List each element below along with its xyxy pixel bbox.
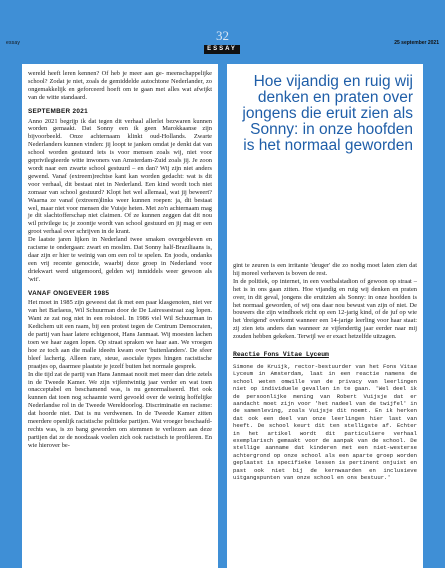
left-page (22, 64, 218, 568)
right-column (233, 262, 417, 481)
section-label-left: essay (6, 40, 21, 46)
paragraph: gint te zeuren is een irritante 'deuger' die zo nodig moet laten zien dat hij moreel verheven is boven de rest. (233, 262, 417, 277)
subhead-1985: VANAF ONGEVEER 1985 (28, 289, 110, 297)
section-tag: ESSAY (204, 45, 240, 54)
reaction-title: Reactie Fons Vitae Lyceum (233, 351, 329, 359)
paragraph: Het moet in 1985 zijn geweest dat ik met een paar klasgenoten, niet ver van het Barlaeus, Wil Schuurman door de De Lairessestraat zag lopen. Want ze zat nog niet in een rolstoel. In 1986 viel Wil Schuurman in Kedichem uit een raam, bij een protest tegen de Centrum Democraten, de partij van haar latere echtgenoot, Hans Janmaat. Wij moesten lachen toen we haar zagen lopen. Op straat spraken we haar aan. We vroegen hoe ze toch aan die malle ideeën kwam over 'buitenlanders'. De sfeer bleef lacherig. Alleen rare, steue, asociale types hingen racistische praatjes op, daarmee plaatste je jezelf buiten het normale gesprek. (28, 299, 212, 370)
left-column (28, 70, 212, 450)
page-header (0, 0, 445, 64)
paragraph: De laatste jaren lijken in Nederland twee smaken overgebleven en racisme te ondergaan: zwart en moslim. Dat Sonny half-Braziliaans is, daar zijn er hier te weinig van om een rol te spelen. En joods, ondanks een vrij recente genocide, waarbij deze groep in Nederland voor driekwart werd uitgemoord, gelden wij inmiddels weer gewoon als 'wit'. (28, 236, 212, 283)
intro-paragraph: wereld heeft leren kennen? Of heb je meer aan ge- meenschappelijke school? Zodat je niet, zoals de gemiddelde autochtone Nederlander, zo ongemakkelijk en geforceerd hoeft om te gaan met alles wat afwijkt van de witte standaard. (28, 70, 212, 101)
pull-quote: Hoe vijandig en ruig wij denken en praten over jongens die eruit zien als Sonny: in onze hoofden is het normaal geworden (242, 73, 413, 154)
page-number: 32 (216, 28, 229, 43)
paragraph: In die tijd zat de partij van Hans Janmaat nooit met meer dan drie zetels in de Tweede Kamer. We zijn vijfentwintig jaar verder en wat toen onacceptabel en beschamend was, is nu genormaliseerd. Het ook kunnen dat toen nog schaamte werd gevoeld over de weinig hoffelijke Nederlandse rol in de Tweede Wereldoorlog. Discriminatie en racisme: dat hoorde niet. Dat is nu verdwenen. In de Tweede Kamer zitten meerdere openlijk racistische politieke partijen. Wat vroeger beschaafd-rechts was, is zo bang geworden om stemmen te verliezen aan deze partijen dat ze de noodzaak voelen zich ook racistisch te profileren. En wie hierover be- (28, 370, 212, 449)
issue-date: 25 september 2021 (394, 40, 439, 46)
paragraph: In de politiek, op internet, in een voetbalstadion of gewoon op straat – het is in ons gaan zitten. Hoe vijandig en ruig wij denken en praten over, in dit geval, jongens die eruitzien als Sonny: in onze hoofden is het normaal geworden, of wij ons daar nou bewust van zijn of niet. De bouwers die zijn windhoek richt op een 12-jarig kind, of de juf op wie het 'dreigend' overkomt wanneer een 14-jarige leerling voor haar staat: zij zien iets anders dan wanneer ze vijfendertig jaar eerder naar mij zouden hebben gekeken. Terwijl we er exact hetzelfde uitzagen. (233, 277, 417, 341)
right-page (227, 64, 423, 568)
reaction-text: Simone de Kruijk, rector-bestuurder van het Fons Vitae Lyceum in Amsterdam, laat in een reactie namens de school weten omwille van de privacy van leerlingen niet op individuele gevallen in te gaan. 'Wel deel ik de persoonlijke mening van Robert Vuijsje dat er aandacht moet zijn voor 'het nadeel van de twijfel' in de samenleving, zoals Vuijsje dit noemt. En ik herken dat ook een deel van onze leerlingen hier last van heeft. De school keurt dit ten stelligste af. Echter in het artikel wordt dit particuliere verhaal exemplarisch gemaakt voor de aanpak van de school. De stellige aanname dat kinderen met een niet-westerse achtergrond op onze school als een aparte groep worden geplaatst is specifieke lessen is pertinent onjuist en past ook niet bij de kernwaarden en inclusieve uitgangspunten van onze school en ons bestuur.' (233, 362, 417, 482)
subhead-september-2021: SEPTEMBER 2021 (28, 107, 88, 115)
paragraph: Anno 2021 begrijp ik dat tegen dit verhaal allerlei bezwaren kunnen worden gemaakt. Dat Sonny een ik geen Marokkaanse zijn bijvoorbeeld. Onze achternaam klinkt oud-Hollands. Zwarte Nederlanders kunnen vinden: jij loopt te janken omdat je denkt dat van school worden gestuurd iets is voor mensen zoals wij, niet voor geprivilegieerde witte inwoners van Amsterdam-Zuid zoals jij. Je zoon wordt naar een zwarte school gestuurd – en dan? Wij zijn niet anders gewend. Vanaf (extreem)rechtse kant kan worden gedacht: wat is dit voor verhaal, dit bestaat niet in Nederland. Een kind wordt toch niet zomaar van school gestuurd? Klopt het wel allemaal, wat jij beweert? Waarna ze vanaf (extreem)links weer kunnen roepen: ja, dit bestaat wel, maar niet voor mensen die Vuisje heten. Met zo'n achternaam mag je dit slachtofferschap niet claimen. Of ze kunnen zeggen dat dit nou wil privilege is; je zoontje wordt van school gestuurd en jij mag er een groot verhaal over schrijven in de krant. (28, 117, 212, 236)
